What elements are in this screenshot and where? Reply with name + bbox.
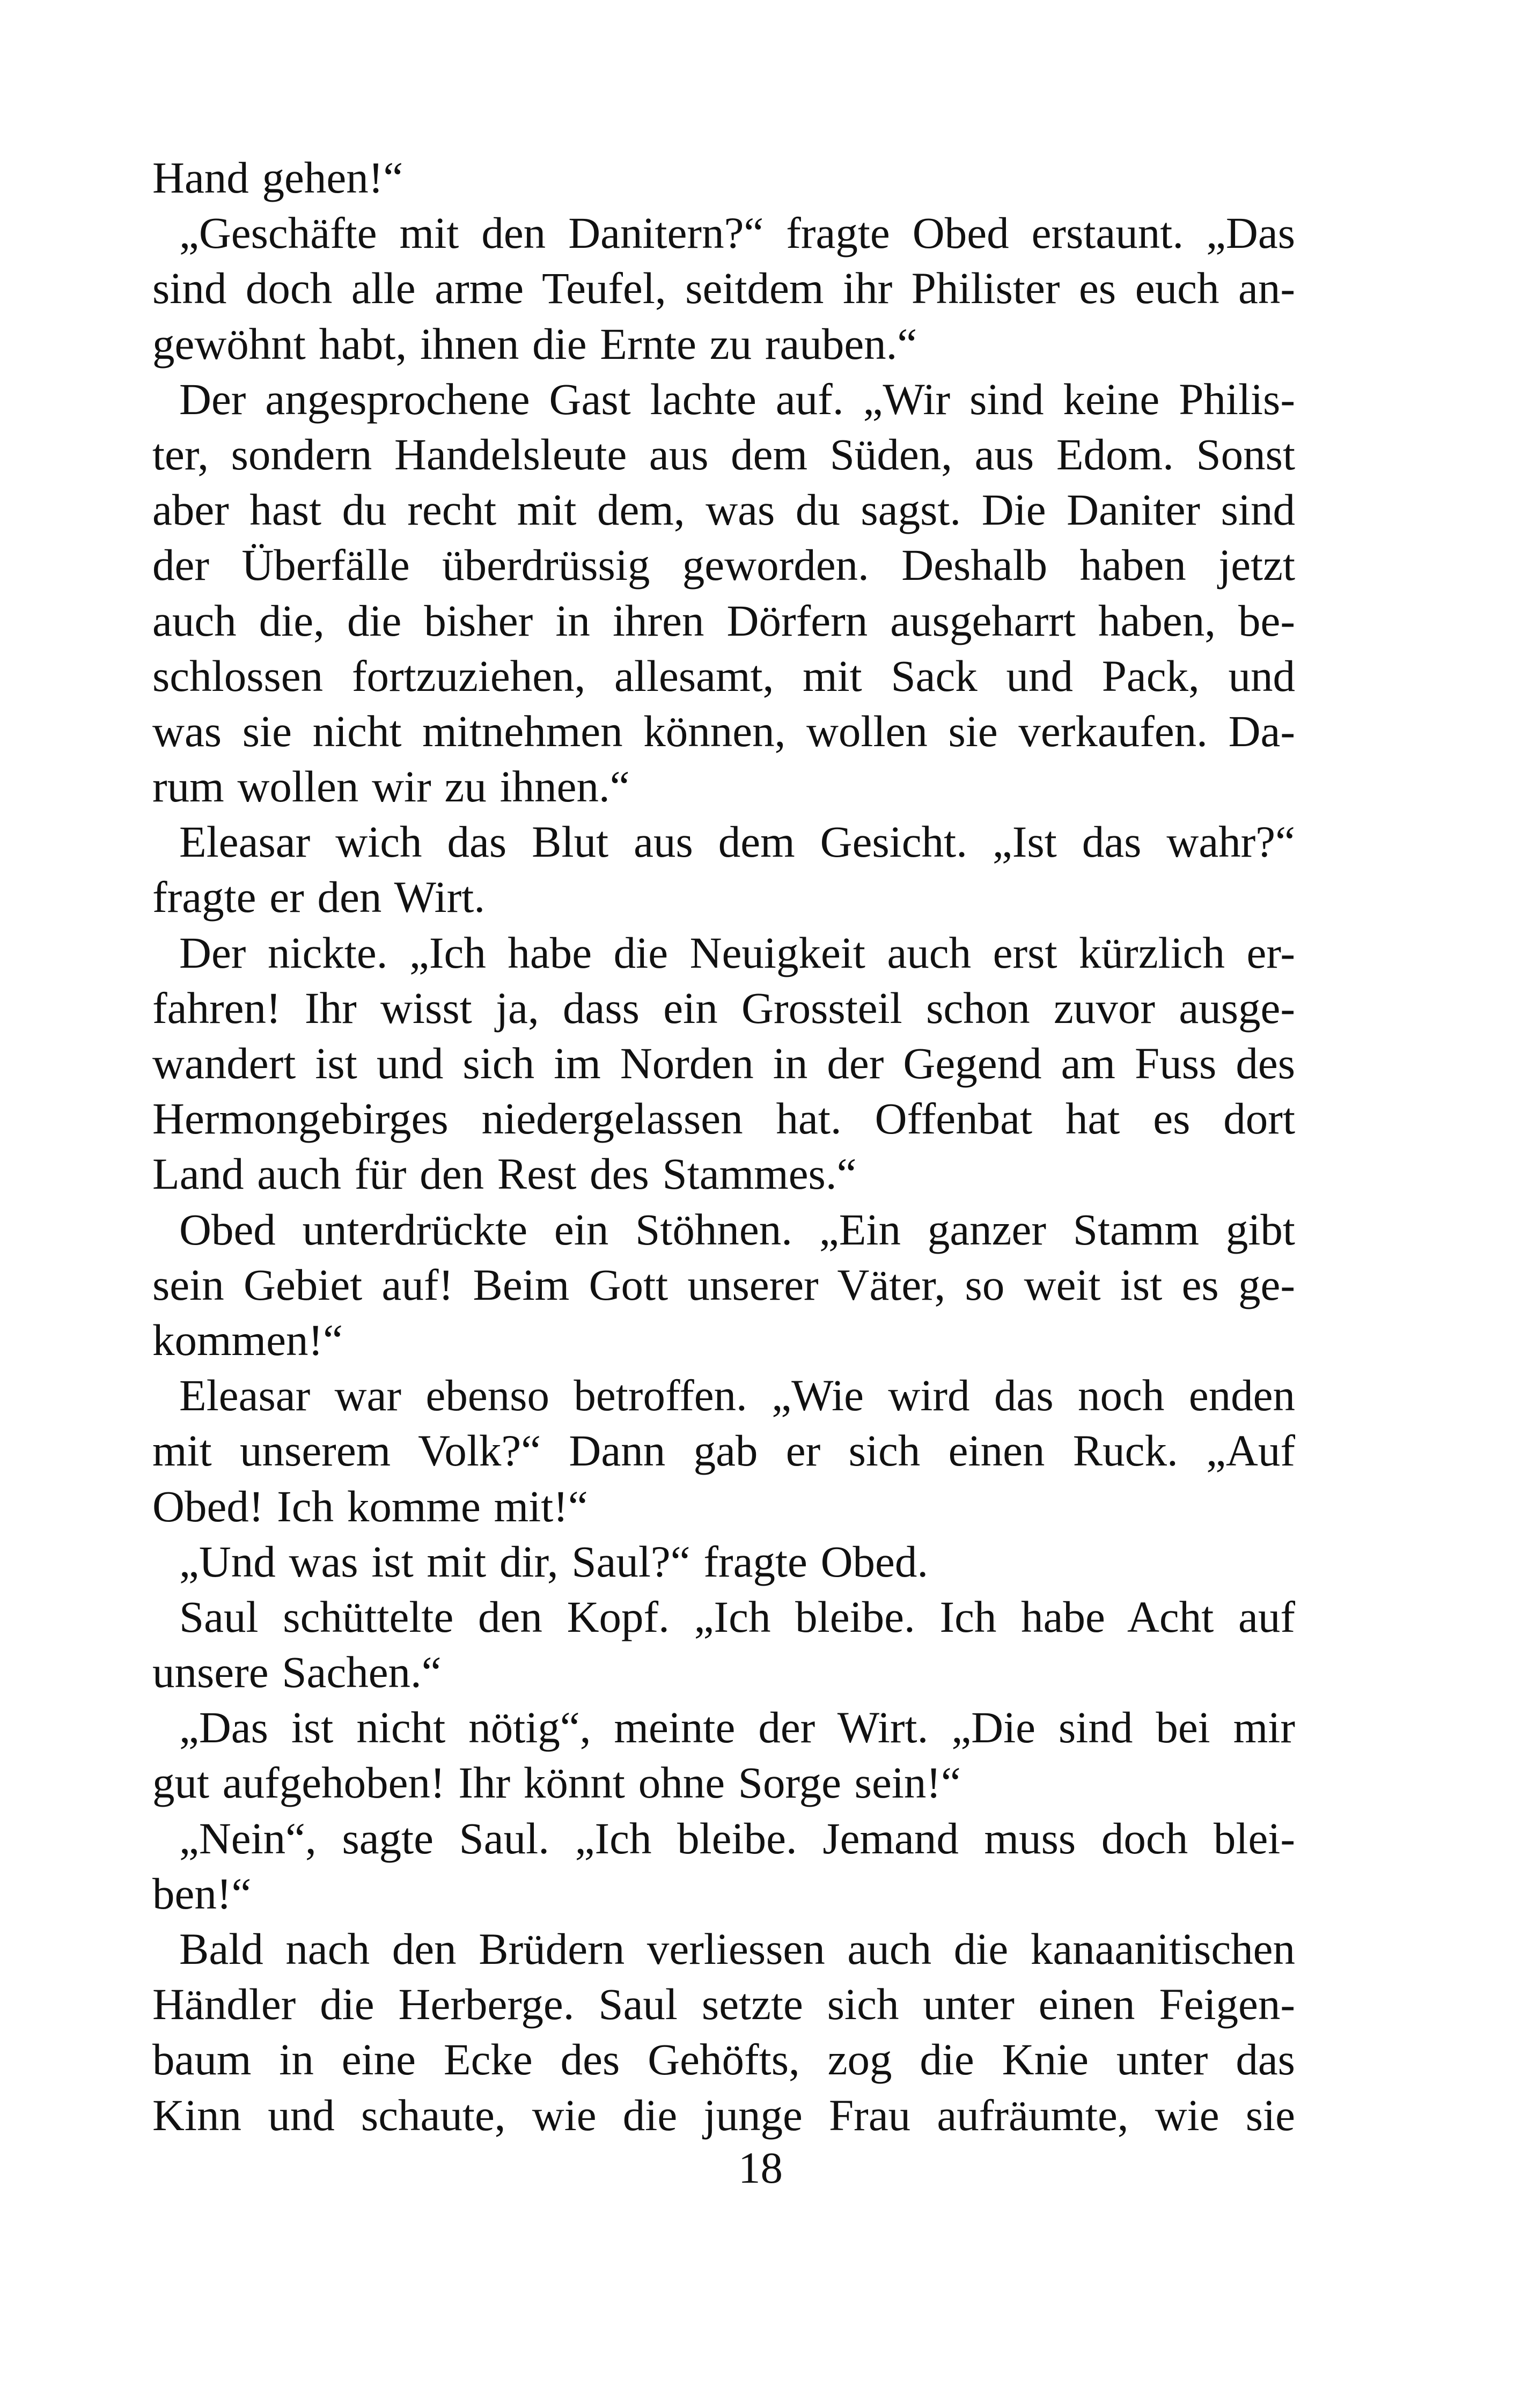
text-line: Eleasar wich das Blut aus dem Gesicht. „Ist das wahr?“: [179, 817, 1295, 867]
text-line: Bald nach den Brüdern verliessen auch die kanaanitischen: [179, 1924, 1295, 1973]
text-line: Hermongebirges niedergelassen hat. Offenbat hat es dort: [152, 1094, 1295, 1144]
text-line: wandert ist und sich im Norden in der Gegend am Fuss des: [152, 1039, 1295, 1088]
page-body-text: [152, 150, 1295, 2143]
text-line: kommen!“: [152, 1315, 343, 1365]
text-line: gewöhnt habt, ihnen die Ernte zu rauben.“: [152, 319, 917, 369]
text-line: Hand gehen!“: [152, 153, 403, 202]
text-line: schlossen fortzuziehen, allesamt, mit Sack und Pack, und: [152, 651, 1295, 701]
page-number: 18: [738, 2143, 783, 2192]
text-line: fahren! Ihr wisst ja, dass ein Grossteil schon zuvor ausge-: [152, 983, 1295, 1033]
text-line: Land auch für den Rest des Stammes.“: [152, 1149, 857, 1199]
text-line: Kinn und schaute, wie die junge Frau aufräumte, wie sie: [152, 2090, 1295, 2140]
text-line: Eleasar war ebenso betroffen. „Wie wird das noch enden: [179, 1371, 1295, 1420]
text-line: Händler die Herberge. Saul setzte sich unter einen Feigen-: [152, 1979, 1295, 2029]
text-line: Saul schüttelte den Kopf. „Ich bleibe. Ich habe Acht auf: [179, 1592, 1295, 1641]
text-line: fragte er den Wirt.: [152, 872, 486, 922]
text-line: „Und was ist mit dir, Saul?“ fragte Obed.: [179, 1536, 929, 1586]
text-line: Obed unterdrückte ein Stöhnen. „Ein ganzer Stamm gibt: [179, 1204, 1295, 1254]
text-line: rum wollen wir zu ihnen.“: [152, 762, 630, 812]
text-line: Der angesprochene Gast lachte auf. „Wir sind keine Philis-: [179, 374, 1295, 424]
text-line: „Nein“, sagte Saul. „Ich bleibe. Jemand muss doch blei-: [179, 1813, 1295, 1863]
text-line: ben!“: [152, 1868, 252, 1918]
text-line: was sie nicht mitnehmen können, wollen sie verkaufen. Da-: [152, 706, 1295, 756]
text-line: der Überfälle überdrüssig geworden. Deshalb haben jetzt: [152, 540, 1295, 590]
text-line: sind doch alle arme Teufel, seitdem ihr Philister es euch an-: [152, 263, 1295, 313]
text-line: unsere Sachen.“: [152, 1647, 442, 1697]
text-line: aber hast du recht mit dem, was du sagst. Die Daniter sind: [152, 485, 1295, 535]
text-line: „Das ist nicht nötig“, meinte der Wirt. „Die sind bei mir: [179, 1703, 1295, 1752]
text-line: sein Gebiet auf! Beim Gott unserer Väter, so weit ist es ge-: [152, 1260, 1295, 1309]
text-line: Obed! Ich komme mit!“: [152, 1481, 588, 1531]
text-line: baum in eine Ecke des Gehöfts, zog die Knie unter das: [152, 2035, 1295, 2085]
text-line: gut aufgehoben! Ihr könnt ohne Sorge sein!“: [152, 1758, 961, 1808]
text-line: ter, sondern Handelsleute aus dem Süden, aus Edom. Sonst: [152, 429, 1295, 479]
text-line: auch die, die bisher in ihren Dörfern ausgeharrt haben, be-: [152, 595, 1295, 645]
text-line: Der nickte. „Ich habe die Neuigkeit auch erst kürzlich er-: [179, 927, 1295, 977]
text-line: „Geschäfte mit den Danitern?“ fragte Obed erstaunt. „Das: [179, 208, 1295, 258]
text-line: mit unserem Volk?“ Dann gab er sich einen Ruck. „Auf: [152, 1426, 1295, 1476]
